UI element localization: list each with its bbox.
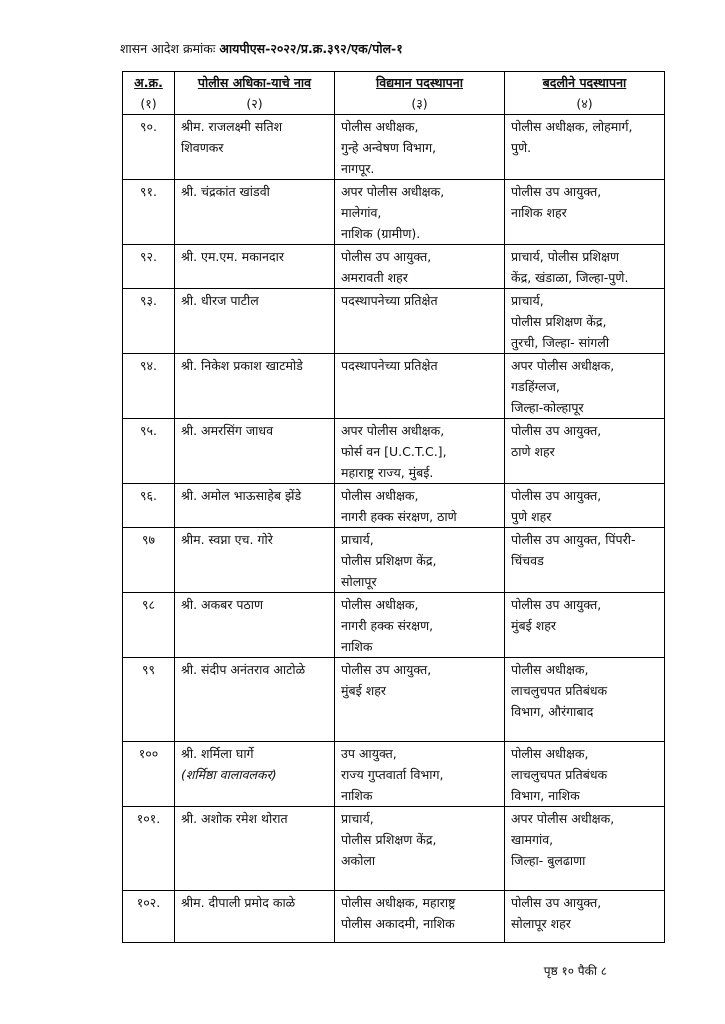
officer-name: [175, 354, 335, 419]
new-posting-line: पुणे शहर: [511, 509, 552, 524]
officer-name: [175, 742, 335, 807]
current-posting-line: प्राचार्य,: [341, 532, 374, 547]
current-posting-line: नागरी हक्क संरक्षण, ठाणे: [341, 509, 457, 524]
current-posting: [335, 115, 505, 180]
officer-name: [175, 115, 335, 180]
new-posting-line: अपर पोलीस अधीक्षक,: [511, 358, 615, 373]
officer-name: [175, 891, 335, 943]
col-header-name: पोलीस अधिका-याचे नाव (२): [175, 72, 335, 115]
row-number: ९८: [123, 593, 175, 658]
current-posting-line: अपर पोलीस अधीक्षक,: [341, 184, 445, 199]
new-posting-line: चिंचवड: [511, 553, 544, 568]
current-posting-line: अकोला: [341, 853, 376, 868]
new-posting: [505, 593, 665, 658]
officer-name-line: श्री. चंद्रकांत खांडवी: [181, 184, 270, 199]
new-posting-line: पोलीस उप आयुक्त,: [511, 423, 602, 438]
new-posting-line: गडहिंग्लज,: [511, 379, 560, 394]
row-number: ९०.: [123, 115, 175, 180]
row-number: ९२.: [123, 245, 175, 289]
new-posting-line: तुरची, जिल्हा- सांगली: [511, 335, 610, 350]
current-posting-line: नाशिक (ग्रामीण).: [341, 226, 421, 241]
order-label: शासन आदेश क्रमांकः: [120, 41, 220, 56]
new-posting-line: पुणे.: [511, 140, 532, 155]
officer-name: [175, 245, 335, 289]
officer-name-line: श्री. धीरज पाटील: [181, 293, 259, 308]
officer-name-line: श्रीम. दीपाली प्रमोद काळे: [181, 895, 296, 910]
new-posting: [505, 180, 665, 245]
officer-name-line: श्री. अशोक रमेश थोरात: [181, 811, 288, 826]
row-number: ९५.: [123, 419, 175, 484]
new-posting: [505, 807, 665, 891]
current-posting-line: पोलीस अधीक्षक,: [341, 597, 419, 612]
row-number: ९३.: [123, 289, 175, 354]
new-posting-line: ठाणे शहर: [511, 444, 555, 459]
table-row: [123, 891, 665, 943]
new-posting-line: पोलीस उप आयुक्त,: [511, 895, 602, 910]
new-posting-line: पोलीस अधीक्षक,: [511, 746, 589, 761]
current-posting-line: पोलीस अधीक्षक, महाराष्ट्र: [341, 895, 456, 910]
order-reference: आयपीएस-२०२२/प्र.क्र.३९२/एक/पोल-१: [219, 41, 403, 56]
current-posting-line: पोलीस प्रशिक्षण केंद्र,: [341, 832, 437, 847]
officer-name-line: (शर्मिष्ठा वालावलकर): [181, 767, 277, 782]
new-posting: [505, 891, 665, 943]
current-posting-line: उप आयुक्त,: [341, 746, 397, 761]
new-posting-line: पोलीस अधीक्षक, लोहमार्ग,: [511, 119, 633, 134]
col-header-current: विद्यमान पदस्थापना (३): [335, 72, 505, 115]
current-posting: [335, 245, 505, 289]
current-posting-line: पोलीस प्रशिक्षण केंद्र,: [341, 553, 437, 568]
officer-name-line: श्री. अमरसिंग जाधव: [181, 423, 274, 438]
officer-name-line: श्री. निकेश प्रकाश खाटमोडे: [181, 358, 303, 373]
new-posting-line: सोलापूर शहर: [511, 916, 571, 931]
current-posting-line: पोलीस अधीक्षक,: [341, 119, 419, 134]
officer-name-line: श्री. एम.एम. मकानदार: [181, 249, 284, 264]
new-posting-line: केंद्र, खंडाळा, जिल्हा-पुणे.: [511, 270, 629, 285]
current-posting-line: पोलीस उप आयुक्त,: [341, 662, 432, 677]
current-posting-line: पदस्थापनेच्या प्रतिक्षेत: [341, 358, 438, 373]
new-posting-line: पोलीस उप आयुक्त,: [511, 597, 602, 612]
new-posting-line: पोलीस अधीक्षक,: [511, 662, 589, 677]
officer-name: [175, 180, 335, 245]
officer-name: [175, 528, 335, 593]
row-number: ९१.: [123, 180, 175, 245]
current-posting-line: मालेगांव,: [341, 205, 382, 220]
current-posting-line: अमरावती शहर: [341, 270, 408, 285]
current-posting-line: सोलापूर: [341, 574, 377, 589]
officer-name-line: श्रीम. राजलक्ष्मी सतिश: [181, 119, 283, 134]
current-posting: [335, 419, 505, 484]
row-number: ९७: [123, 528, 175, 593]
officer-name: [175, 807, 335, 891]
current-posting-line: पदस्थापनेच्या प्रतिक्षेत: [341, 293, 438, 308]
new-posting-line: जिल्हा- बुलढाणा: [511, 853, 586, 868]
new-posting-line: पोलीस उप आयुक्त,: [511, 184, 602, 199]
row-number: ९९: [123, 658, 175, 742]
current-posting-line: नागपूर.: [341, 161, 375, 176]
table-row: [123, 354, 665, 419]
new-posting: [505, 528, 665, 593]
header-row: [123, 72, 665, 115]
new-posting-line: मुंबई शहर: [511, 618, 556, 633]
current-posting: [335, 289, 505, 354]
officer-name: [175, 289, 335, 354]
officer-name-line: शिवणकर: [181, 140, 224, 155]
new-posting: [505, 289, 665, 354]
current-posting: [335, 180, 505, 245]
current-posting: [335, 742, 505, 807]
current-posting-line: प्राचार्य,: [341, 811, 374, 826]
current-posting: [335, 658, 505, 742]
table-row: [123, 245, 665, 289]
officer-name-line: श्री. अकबर पठाण: [181, 597, 264, 612]
new-posting-line: अपर पोलीस अधीक्षक,: [511, 811, 615, 826]
current-posting-line: पोलीस उप आयुक्त,: [341, 249, 432, 264]
new-posting: [505, 419, 665, 484]
row-number: ९४.: [123, 354, 175, 419]
current-posting: [335, 593, 505, 658]
new-posting-line: प्राचार्य, पोलीस प्रशिक्षण: [511, 249, 620, 264]
current-posting: [335, 354, 505, 419]
table-row: [123, 289, 665, 354]
new-posting: [505, 742, 665, 807]
new-posting-line: प्राचार्य,: [511, 293, 544, 308]
current-posting-line: पोलीस अधीक्षक,: [341, 488, 419, 503]
officer-name-line: श्री. संदीप अनंतराव आटोळे: [181, 662, 306, 677]
current-posting-line: राज्य गुप्तवार्ता विभाग,: [341, 767, 444, 782]
new-posting-line: नाशिक शहर: [511, 205, 567, 220]
row-number: १००: [123, 742, 175, 807]
officer-name: [175, 658, 335, 742]
new-posting: [505, 354, 665, 419]
new-posting: [505, 658, 665, 742]
current-posting-line: नाशिक: [341, 788, 373, 803]
table-row: [123, 658, 665, 742]
order-header: [120, 40, 403, 57]
current-posting-line: फोर्स वन [U.C.T.C.],: [341, 444, 447, 459]
table-row: [123, 115, 665, 180]
transfer-table: [122, 71, 665, 943]
current-posting-line: महाराष्ट्र राज्य, मुंबई.: [341, 465, 434, 480]
new-posting-line: विभाग, नाशिक: [511, 788, 580, 803]
table-row: [123, 742, 665, 807]
table-row: [123, 807, 665, 891]
officer-name-line: श्री. शर्मिला घार्गे: [181, 746, 254, 761]
officer-name-line: श्रीम. स्वप्ना एच. गोरे: [181, 532, 273, 547]
table-row: [123, 484, 665, 528]
current-posting: [335, 807, 505, 891]
row-number: ९६.: [123, 484, 175, 528]
table-row: [123, 593, 665, 658]
current-posting: [335, 528, 505, 593]
new-posting-line: पोलीस उप आयुक्त, पिंपरी-: [511, 532, 636, 547]
current-posting: [335, 484, 505, 528]
officer-name: [175, 593, 335, 658]
col-header-sr: अ.क्र. (१): [123, 72, 175, 115]
officer-name: [175, 484, 335, 528]
page-number: पृष्ठ १० पैकी ८: [543, 964, 607, 978]
new-posting-line: पोलीस उप आयुक्त,: [511, 488, 602, 503]
table-row: [123, 528, 665, 593]
new-posting-line: खामगांव,: [511, 832, 554, 847]
new-posting-line: लाचलुचपत प्रतिबंधक: [511, 683, 608, 698]
officer-name: [175, 419, 335, 484]
table-row: [123, 180, 665, 245]
new-posting-line: विभाग, औरंगाबाद: [511, 704, 594, 719]
new-posting: [505, 245, 665, 289]
current-posting-line: नाशिक: [341, 639, 373, 654]
current-posting: [335, 891, 505, 943]
new-posting: [505, 115, 665, 180]
new-posting: [505, 484, 665, 528]
new-posting-line: लाचलुचपत प्रतिबंधक: [511, 767, 608, 782]
current-posting-line: नागरी हक्क संरक्षण,: [341, 618, 434, 633]
current-posting-line: गुन्हे अन्वेषण विभाग,: [341, 140, 437, 155]
row-number: १०२.: [123, 891, 175, 943]
new-posting-line: जिल्हा-कोल्हापूर: [511, 400, 584, 415]
table-row: [123, 419, 665, 484]
current-posting-line: मुंबई शहर: [341, 683, 386, 698]
row-number: १०१.: [123, 807, 175, 891]
current-posting-line: अपर पोलीस अधीक्षक,: [341, 423, 445, 438]
current-posting-line: पोलीस अकादमी, नाशिक: [341, 916, 455, 931]
col-header-new: बदलीने पदस्थापना (४): [505, 72, 665, 115]
officer-name-line: श्री. अमोल भाऊसाहेब झेंडे: [181, 488, 302, 503]
new-posting-line: पोलीस प्रशिक्षण केंद्र,: [511, 314, 607, 329]
